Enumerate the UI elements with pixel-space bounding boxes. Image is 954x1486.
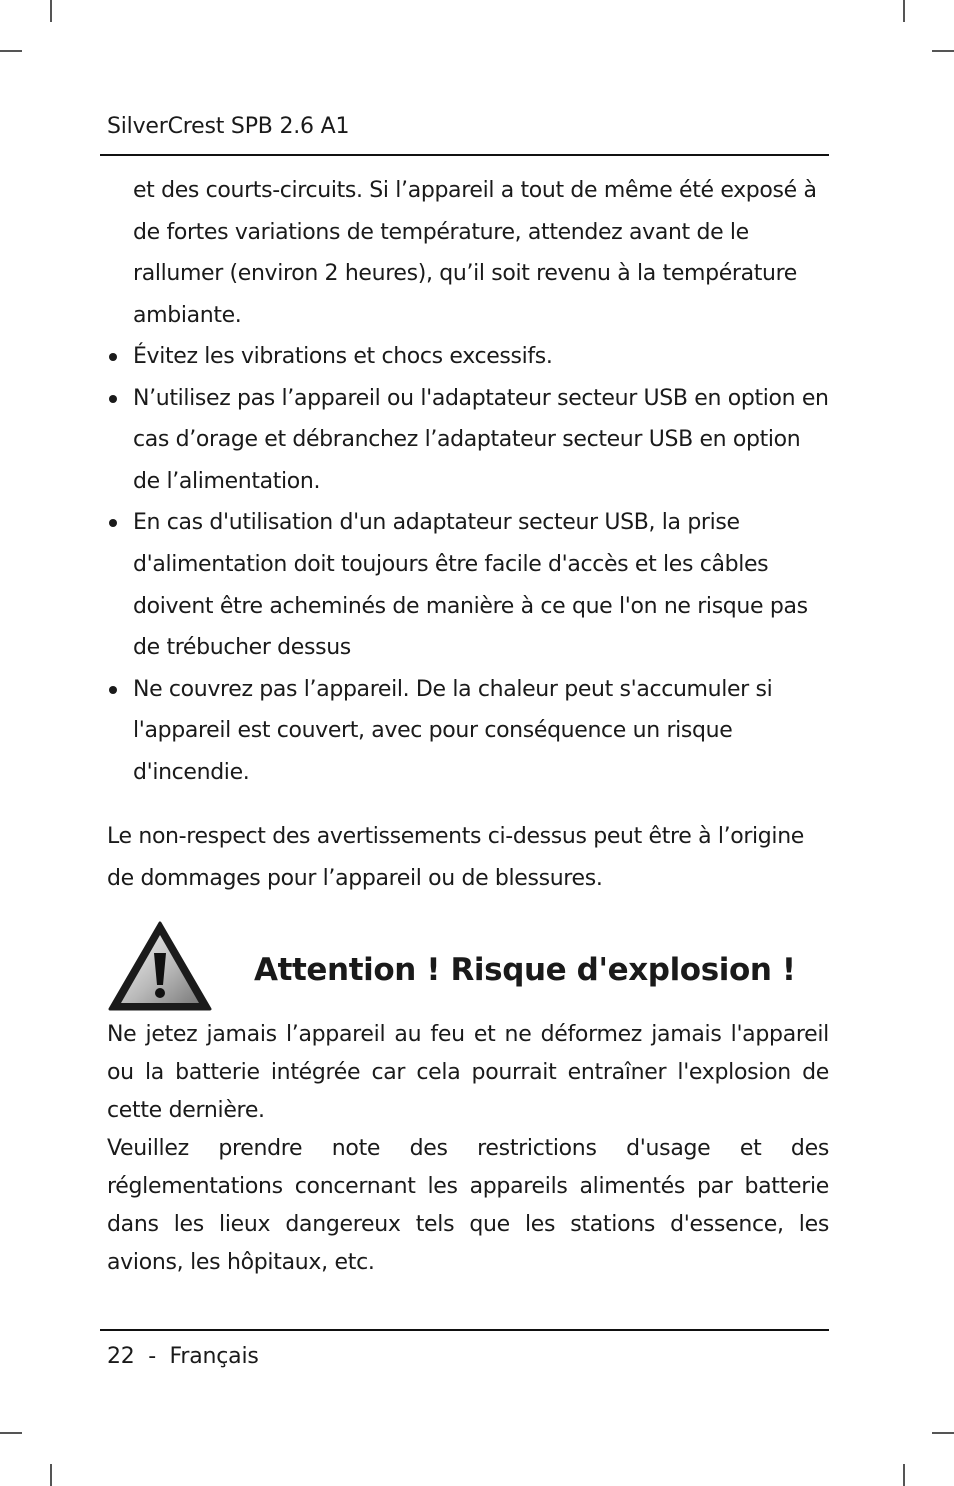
footer-separator: - (148, 1344, 156, 1369)
crop-mark (903, 0, 905, 22)
crop-mark (932, 1432, 954, 1434)
list-item (107, 336, 829, 378)
list-item-text: N’utilisez pas l’appareil ou l'adaptateur secteur USB en option en cas d’orage et débranchez l’adaptateur secteur USB en option de l’alimentation. (133, 385, 829, 494)
list-item-text: En cas d'utilisation d'un adaptateur secteur USB, la prise d'alimentation doit toujours être facile d'accès et les câbles doivent être acheminés de manière à ce que l'on ne risque pas de trébucher dessus (133, 510, 808, 661)
crop-mark (903, 1464, 905, 1486)
bullet-icon (109, 519, 117, 527)
header-rule (100, 154, 829, 156)
list-item (107, 502, 829, 668)
footer-language: Français (169, 1344, 259, 1369)
explosion-paragraph-1: Ne jetez jamais l’appareil au feu et ne déformez jamais l'appareil ou la batterie intégrée car cela pourrait entraîner l'explosion de cette dernière. (107, 1022, 829, 1123)
crop-mark (0, 50, 22, 52)
page-header-title: SilverCrest SPB 2.6 A1 (107, 114, 350, 139)
crop-mark (50, 1464, 52, 1486)
crop-mark (0, 1432, 22, 1434)
list-item-text: Évitez les vibrations et chocs excessifs. (133, 344, 553, 369)
page-number: 22 (107, 1344, 135, 1369)
warning-triangle-icon (108, 921, 212, 1013)
page-footer (107, 1342, 259, 1372)
explosion-paragraph-2: Veuillez prendre note des restrictions d'usage et des réglementations concernant les appareils alimentés par batterie dans les lieux dangereux tels que les stations d'essence, les avions, les hôpitaux, etc. (107, 1136, 829, 1275)
list-item (107, 378, 829, 503)
crop-mark (932, 50, 954, 52)
bullet-icon (109, 353, 117, 361)
crop-mark (50, 0, 52, 22)
list-item (107, 669, 829, 794)
warning-paragraph: Le non-respect des avertissements ci-dessus peut être à l’origine de dommages pour l’appareil ou de blessures. (107, 824, 804, 891)
explosion-warning-title: Attention ! Risque d'explosion ! (254, 952, 796, 988)
bullet-icon (109, 686, 117, 694)
safety-bullet-list (107, 336, 829, 794)
footer-rule (100, 1329, 829, 1331)
bullet-icon (109, 395, 117, 403)
continuation-text: et des courts-circuits. Si l’appareil a tout de même été exposé à de fortes variations de température, attendez avant de le rallumer (environ 2 heures), qu’il soit revenu à la température ambiante. (133, 178, 817, 328)
list-item-text: Ne couvrez pas l’appareil. De la chaleur peut s'accumuler si l'appareil est couvert, avec pour conséquence un risque d'incendie. (133, 676, 773, 785)
